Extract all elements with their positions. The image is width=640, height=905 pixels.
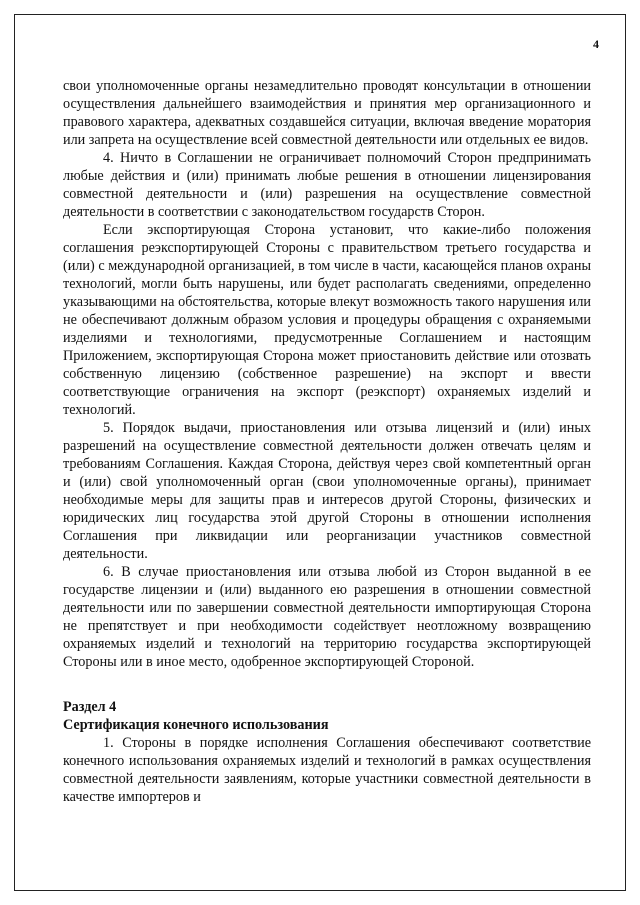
paragraph-continuation: свои уполномоченные органы незамедлительно проводят консультации в отношении осуществления дальнейшего взаимодействия и принятия мер организационного и правового характера, адекватных создавшейся ситуации, включая введение моратория или запрета на осуществление всей совместной деятельности или отдельных ее видов. [63,78,591,148]
paragraph-item-4: 4. Ничто в Соглашении не ограничивает полномочий Сторон предпринимать любые действия и (или) принимать любые решения в отношении лицензирования совместной деятельности и (или) разрешения на осуществление совместной деятельности в соответствии с законодательством государств Сторон. [63,150,591,220]
section-spacer [63,671,591,698]
paragraph-item-6: 6. В случае приостановления или отзыва любой из Сторон выданной в ее государстве лицензии и (или) выданного ею разрешения в отношении совместной деятельности или по завершении совместной деятельности импортирующая Сторона не препятствует и при необходимости содействует неотложному возвращению охраняемых изделий и технологий на территорию государства экспортирующей Стороны или в иное место, одобренное экспортирующей Стороной. [63,564,591,670]
document-body [63,77,591,806]
paragraph-section4-item-1: 1. Стороны в порядке исполнения Соглашения обеспечивают соответствие конечного использования охраняемых изделий и технологий в рамках осуществления совместной деятельности заявлениям, которые участники совместной деятельности в качестве импортеров и [63,735,591,805]
document-page [14,14,626,891]
paragraph-item-5: 5. Порядок выдачи, приостановления или отзыва лицензий и (или) иных разрешений на осуществление совместной деятельности должен отвечать целям и требованиям Соглашения. Каждая Сторона, действуя через свой компетентный орган и (или) свой уполномоченный орган (свои уполномоченные органы), принимает необходимые меры для защиты прав и интересов другой Стороны, физических и юридических лиц государства этой другой Стороны в отношении исполнения Соглашения при ликвидации или реорганизации участников совместной деятельности. [63,420,591,562]
page-number: 4 [593,37,599,51]
section-title: Сертификация конечного использования [63,717,329,733]
section-number: Раздел 4 [63,699,117,715]
paragraph-reexport: Если экспортирующая Сторона установит, что какие-либо положения соглашения реэкспортирующей Стороны с правительством третьего государства и (или) с международной организацией, в том числе в части, касающейся планов охраны технологий, могли быть нарушены, или будет располагать сведениями, определенно указывающими на обстоятельства, которые влекут возможность такого нарушения или не обеспечивают должным образом условия и процедуры обращения с охраняемыми изделиями и технологиями, предусмотренные Соглашением и настоящим Приложением, экспортирующая Сторона может приостановить действие или отозвать собственную лицензию (собственное разрешение) на экспорт и ввести соответствующие ограничения на экспорт (реэкспорт) охраняемых изделий и технологий. [63,222,591,418]
